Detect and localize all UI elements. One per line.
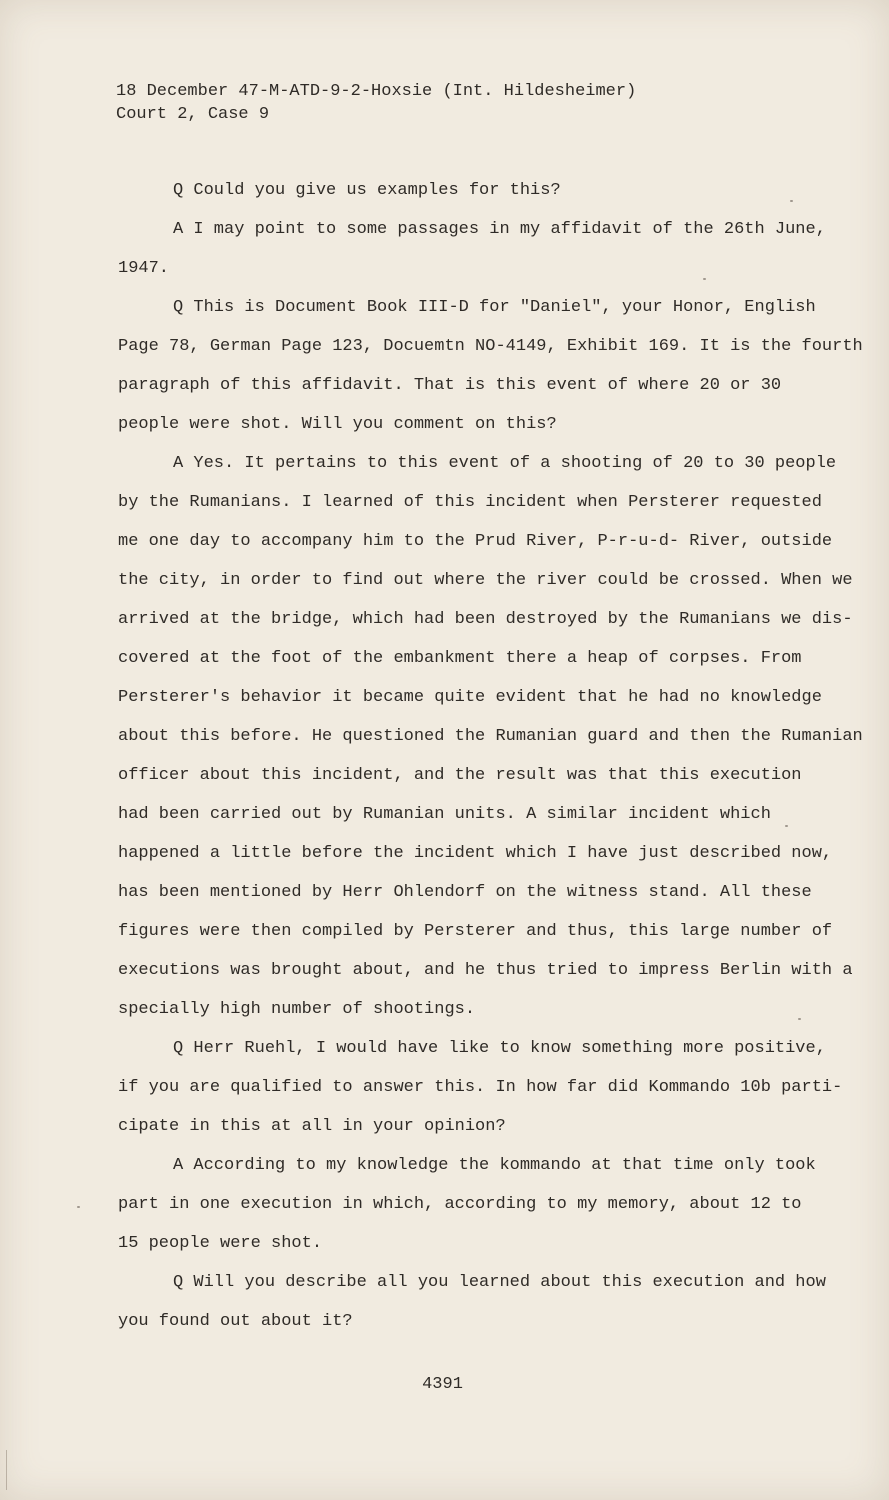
text-line: specially high number of shootings. [118,1000,476,1019]
text-line: A Yes. It pertains to this event of a shooting of 20 to 30 people [173,454,837,473]
paper-speck [790,200,793,202]
text-line: about this before. He questioned the Rumanian guard and then the Rumanian [118,727,863,746]
text-line: covered at the foot of the embankment there a heap of corpses. From [118,649,802,668]
text-line: Q Will you describe all you learned about this execution and how [173,1273,826,1292]
page-number [0,1375,889,1394]
text-line: A According to my knowledge the kommando at that time only took [173,1156,816,1175]
text-line: by the Rumanians. I learned of this incident when Persterer requested [118,493,822,512]
paragraph-q-describe [118,1263,826,1341]
text-line: happened a little before the incident which I have just described now, [118,844,833,863]
text-line: Q Herr Ruehl, I would have like to know something more positive, [173,1039,826,1058]
text-line: Page 78, German Page 123, Docuemtn NO-4149, Exhibit 169. It is the fourth [118,337,863,356]
text-line: 1947. [118,259,170,278]
paper-speck [798,1018,801,1020]
text-line: has been mentioned by Herr Ohlendorf on the witness stand. All these [118,883,812,902]
text-line: executions was brought about, and he thus tried to impress Berlin with a [118,961,853,980]
paper-edge-mark [6,1450,7,1490]
text-line: me one day to accompany him to the Prud River, P-r-u-d- River, outside [118,532,833,551]
header-line-2: Court 2, Case 9 [116,105,270,124]
header-line-1: 18 December 47-M-ATD-9-2-Hoxsie (Int. Hildesheimer) [116,82,637,101]
text-line: part in one execution in which, according to my memory, about 12 to [118,1195,802,1214]
text-line: people were shot. Will you comment on this? [118,415,557,434]
transcript-body [118,171,863,1341]
paragraph-a-shooting [118,444,863,1029]
text-line: arrived at the bridge, which had been destroyed by the Rumanians we dis- [118,610,853,629]
page-number-text: 4391 [422,1375,463,1394]
text-line: Q This is Document Book III-D for "Daniel", your Honor, English [173,298,816,317]
paper-speck [785,825,788,827]
text-line: 15 people were shot. [118,1234,323,1253]
text-line: Persterer's behavior it became quite evident that he had no knowledge [118,688,822,707]
text-line: figures were then compiled by Persterer and thus, this large number of [118,922,833,941]
text-line: if you are qualified to answer this. In how far did Kommando 10b parti- [118,1078,843,1097]
text-line: A I may point to some passages in my affidavit of the 26th June, [173,220,826,239]
paper-speck [77,1206,80,1208]
paragraph-q-examples [118,171,818,210]
paragraph-a-passages [118,210,826,288]
text-line: the city, in order to find out where the river could be crossed. When we [118,571,853,590]
paragraph-a-knowledge [118,1146,818,1263]
text-line: officer about this incident, and the result was that this execution [118,766,802,785]
document-header [116,80,636,126]
paragraph-q-document-book [118,288,863,444]
text-line: Q Could you give us examples for this? [173,181,561,200]
paper-speck [703,278,706,280]
paragraph-q-herr-ruehl [118,1029,843,1146]
text-line: cipate in this at all in your opinion? [118,1117,506,1136]
text-line: you found out about it? [118,1312,353,1331]
text-line: had been carried out by Rumanian units. A similar incident which [118,805,771,824]
text-line: paragraph of this affidavit. That is this event of where 20 or 30 [118,376,782,395]
